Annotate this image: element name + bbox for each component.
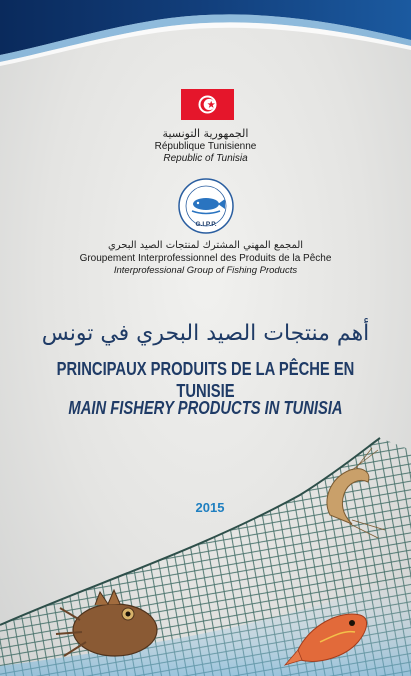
organization-name-french: Groupement Interprofessionnel des Produits de la Pêche: [79, 253, 332, 264]
title-french: PRINCIPAUX PRODUITS DE LA PÊCHE EN TUNISIE: [56, 359, 355, 401]
title-english: MAIN FISHERY PRODUCTS IN TUNISIA: [68, 398, 343, 418]
gipp-logo: [178, 178, 234, 234]
fishing-net-illustration: [0, 420, 411, 676]
republic-name-french: République Tunisienne: [154, 141, 257, 152]
organization-name-english: Interprofessional Group of Fishing Products: [113, 265, 298, 276]
tunisia-flag: [181, 89, 234, 120]
title-arabic: أهم منتجات الصيد البحري في تونس: [41, 321, 370, 346]
republic-name-arabic: الجمهورية التونسية: [162, 127, 249, 140]
organization-name-arabic: المجمع المهني المشترك لمنتجات الصيد البحري: [107, 240, 304, 251]
top-wave-decoration: [0, 0, 411, 70]
logo-text: G.I.P.P.: [195, 221, 217, 228]
publication-year: 2015: [195, 500, 225, 515]
republic-name-english: Republic of Tunisia: [163, 153, 248, 164]
